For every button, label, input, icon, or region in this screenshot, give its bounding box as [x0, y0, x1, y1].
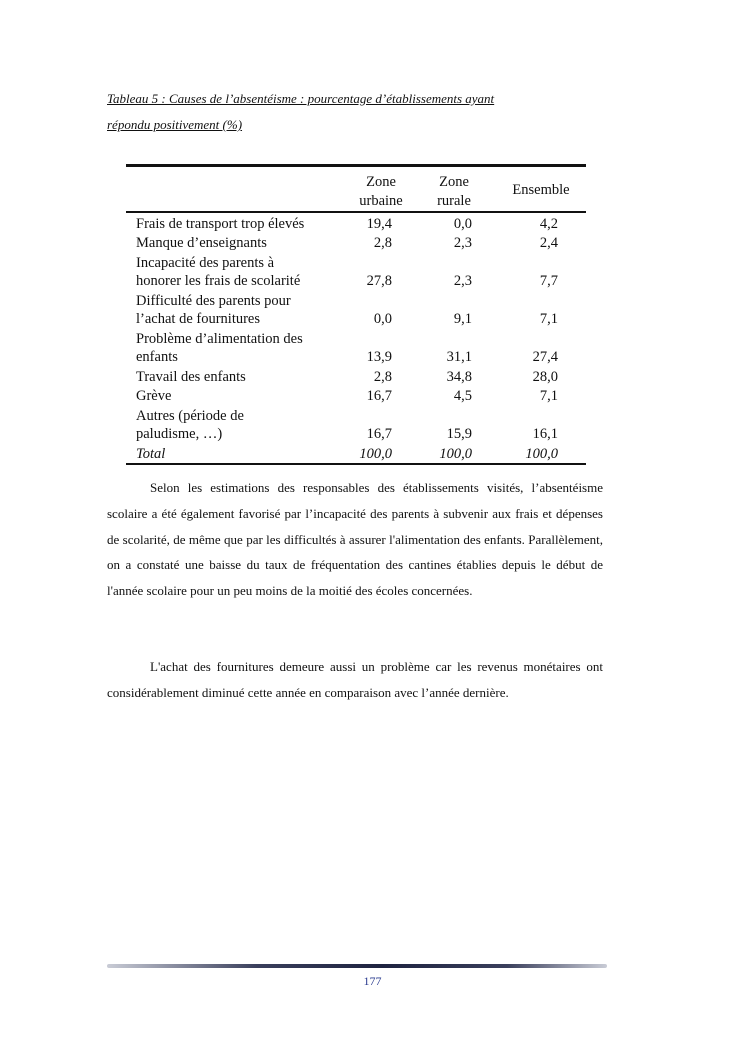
row-label — [136, 330, 303, 367]
total-urbaine: 100,0 — [359, 445, 392, 462]
absenteeism-table — [126, 164, 586, 465]
row-label-line: l’achat de fournitures — [136, 311, 261, 327]
row-label-line: Frais de transport trop élevés — [136, 215, 305, 232]
header-zone-rurale: Zone rurale — [437, 174, 471, 209]
cell-rurale: 0,0 — [453, 215, 472, 232]
cell-urbaine: 2,8 — [373, 235, 392, 251]
cell-urbaine: 2,8 — [373, 368, 392, 385]
row-label — [136, 407, 244, 444]
cell-rurale: 2,3 — [453, 273, 472, 289]
footer-divider — [107, 964, 607, 968]
cell-rurale: 15,9 — [446, 426, 472, 442]
caption-line-1: Tableau 5 : Causes de l’absentéisme : pourcentage d’établissements ayant — [107, 91, 495, 106]
cell-ensemble: 7,1 — [539, 311, 558, 327]
cell-rurale: 31,1 — [446, 349, 472, 365]
cell-rurale: 4,5 — [453, 388, 472, 404]
table-row — [126, 386, 586, 406]
cell-rurale: 9,1 — [453, 311, 472, 327]
table-row — [126, 329, 586, 367]
row-label — [136, 368, 246, 387]
header-ensemble: Ensemble — [512, 182, 570, 198]
table-body — [126, 213, 586, 464]
row-label-line: enfants — [136, 349, 178, 365]
cell-ensemble: 27,4 — [532, 349, 558, 365]
paragraph-2: L'achat des fournitures demeure aussi un problème car les revenus monétaires ont considérablement diminué cette année en comparaison avec l’année dernière. — [107, 659, 603, 700]
cell-ensemble: 2,4 — [539, 235, 558, 251]
row-label — [136, 215, 304, 234]
cell-urbaine: 0,0 — [373, 311, 392, 327]
cell-rurale: 2,3 — [453, 235, 472, 251]
row-label — [136, 292, 291, 329]
row-label-line: Grève — [136, 388, 172, 404]
row-label — [136, 387, 171, 406]
table-row — [126, 253, 586, 291]
page-number: 177 — [363, 974, 382, 988]
row-label — [136, 234, 267, 253]
table-total-row — [126, 444, 586, 464]
table-bottom-rule — [126, 463, 586, 465]
row-label — [136, 254, 300, 291]
table-caption — [107, 86, 603, 138]
cell-ensemble: 7,1 — [539, 388, 558, 404]
row-label-line: honorer les frais de scolarité — [136, 273, 301, 289]
table-header — [126, 167, 586, 211]
table-row — [126, 367, 586, 387]
row-label-line: Travail des enfants — [136, 368, 246, 385]
cell-urbaine: 13,9 — [366, 349, 392, 365]
row-label-line: Manque d’enseignants — [136, 235, 267, 251]
paragraph-1: Selon les estimations des responsables des établissements visités, l’absentéisme scolaire a été également favorisé par l’incapacité des parents à subvenir aux frais et dépenses de scolarité, de même que par les difficultés à assurer l'alimentation des enfants. Parallèlement, on a constaté une baisse du taux de fréquentation des cantines établies depuis le début de l'année scolaire pour un peu moins de la moitié des écoles concernées. — [107, 480, 603, 599]
header-zone-urbaine: Zone urbaine — [359, 174, 403, 209]
caption-line-2: répondu positivement (%) — [107, 117, 243, 132]
cell-urbaine: 27,8 — [366, 273, 392, 289]
cell-rurale: 34,8 — [446, 368, 472, 385]
table-row — [126, 213, 586, 234]
row-label-line: Incapacité des parents à — [136, 254, 275, 271]
cell-ensemble: 7,7 — [539, 273, 558, 289]
row-label-line: paludisme, …) — [136, 426, 223, 442]
total-label: Total — [136, 445, 166, 462]
table-row — [126, 233, 586, 253]
cell-urbaine: 16,7 — [366, 426, 392, 442]
row-label-line: Difficulté des parents pour — [136, 292, 291, 309]
row-label-line: Problème d’alimentation des — [136, 330, 303, 347]
table-row — [126, 291, 586, 329]
cell-ensemble: 16,1 — [532, 426, 558, 442]
total-ensemble: 100,0 — [525, 445, 558, 462]
table-row — [126, 406, 586, 444]
cell-urbaine: 16,7 — [366, 388, 392, 404]
cell-ensemble: 4,2 — [539, 215, 558, 232]
cell-ensemble: 28,0 — [532, 368, 558, 385]
row-label-line: Autres (période de — [136, 407, 244, 424]
cell-urbaine: 19,4 — [366, 215, 392, 232]
total-rurale: 100,0 — [439, 445, 472, 462]
